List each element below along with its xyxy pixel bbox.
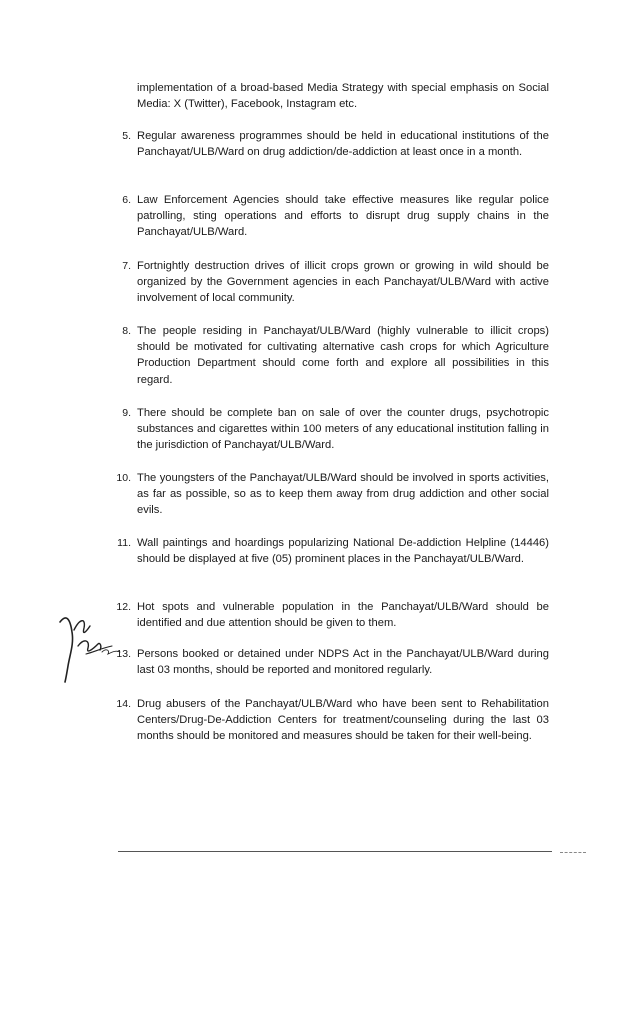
list-item bbox=[122, 128, 549, 160]
list-item bbox=[122, 192, 549, 241]
item-number: 12. bbox=[116, 601, 131, 613]
item-number: 8. bbox=[122, 325, 131, 337]
item-text: Law Enforcement Agencies should take effective measures like regular police patrolling, sting operations and efforts to disrupt drug supply chains in the Panchayat/ULB/Ward. bbox=[137, 194, 549, 239]
item-text: There should be complete ban on sale of over the counter drugs, psychotropic substances and cigarettes within 100 meters of any educational institution falling in the jurisdiction of Panchayat/ULB/Ward. bbox=[137, 407, 549, 452]
item-text: Persons booked or detained under NDPS Act in the Panchayat/ULB/Ward during last 03 months, should be reported and monitored regularly. bbox=[137, 648, 549, 677]
list-item bbox=[116, 470, 549, 519]
item-number: 14. bbox=[116, 698, 131, 710]
item-text: Fortnightly destruction drives of illicit crops grown or growing in wild should be organized by the Government agencies in each Panchayat/ULB/Ward with active involvement of local community. bbox=[137, 260, 549, 305]
footer-divider-tail bbox=[560, 852, 586, 853]
item-text: The people residing in Panchayat/ULB/Ward (highly vulnerable to illicit crops) should be motivated for cultivating alternative cash crops for which Agriculture Production Department should come forth and explore all possibilities in this regard. bbox=[137, 325, 549, 386]
list-item bbox=[116, 599, 549, 631]
item-number: 7. bbox=[122, 260, 131, 272]
item-text: The youngsters of the Panchayat/ULB/Ward should be involved in sports activities, as far as possible, so as to keep them away from drug addiction and other social evils. bbox=[137, 472, 549, 517]
list-item bbox=[116, 696, 549, 745]
item-text: Drug abusers of the Panchayat/ULB/Ward who have been sent to Rehabilitation Centers/Drug-De-Addiction Centers for treatment/counseling during the last 03 months should be monitored and measures should be taken for their well-being. bbox=[137, 698, 549, 743]
item-number: 11. bbox=[117, 537, 131, 549]
footer-divider bbox=[118, 851, 552, 852]
item-text: Hot spots and vulnerable population in the Panchayat/ULB/Ward should be identified and due attention should be given to them. bbox=[137, 601, 549, 630]
continuation-paragraph: implementation of a broad-based Media Strategy with special emphasis on Social Media: X (Twitter), Facebook, Instagram etc. bbox=[137, 82, 549, 111]
item-number: 9. bbox=[122, 407, 131, 419]
item-text: Wall paintings and hoardings popularizing National De-addiction Helpline (14446) should be displayed at five (05) prominent places in the Panchayat/ULB/Ward. bbox=[137, 537, 549, 566]
list-item bbox=[122, 405, 549, 454]
item-number: 13. bbox=[116, 648, 131, 660]
item-number: 5. bbox=[122, 130, 131, 142]
item-text: Regular awareness programmes should be held in educational institutions of the Panchayat/ULB/Ward on drug addiction/de-addiction at least once in a month. bbox=[137, 130, 549, 159]
list-item bbox=[116, 646, 549, 678]
list-item bbox=[117, 535, 549, 567]
item-number: 10. bbox=[116, 472, 131, 484]
handwritten-signature bbox=[56, 608, 126, 683]
list-item bbox=[122, 323, 549, 388]
list-item bbox=[122, 258, 549, 307]
item-number: 6. bbox=[122, 194, 131, 206]
